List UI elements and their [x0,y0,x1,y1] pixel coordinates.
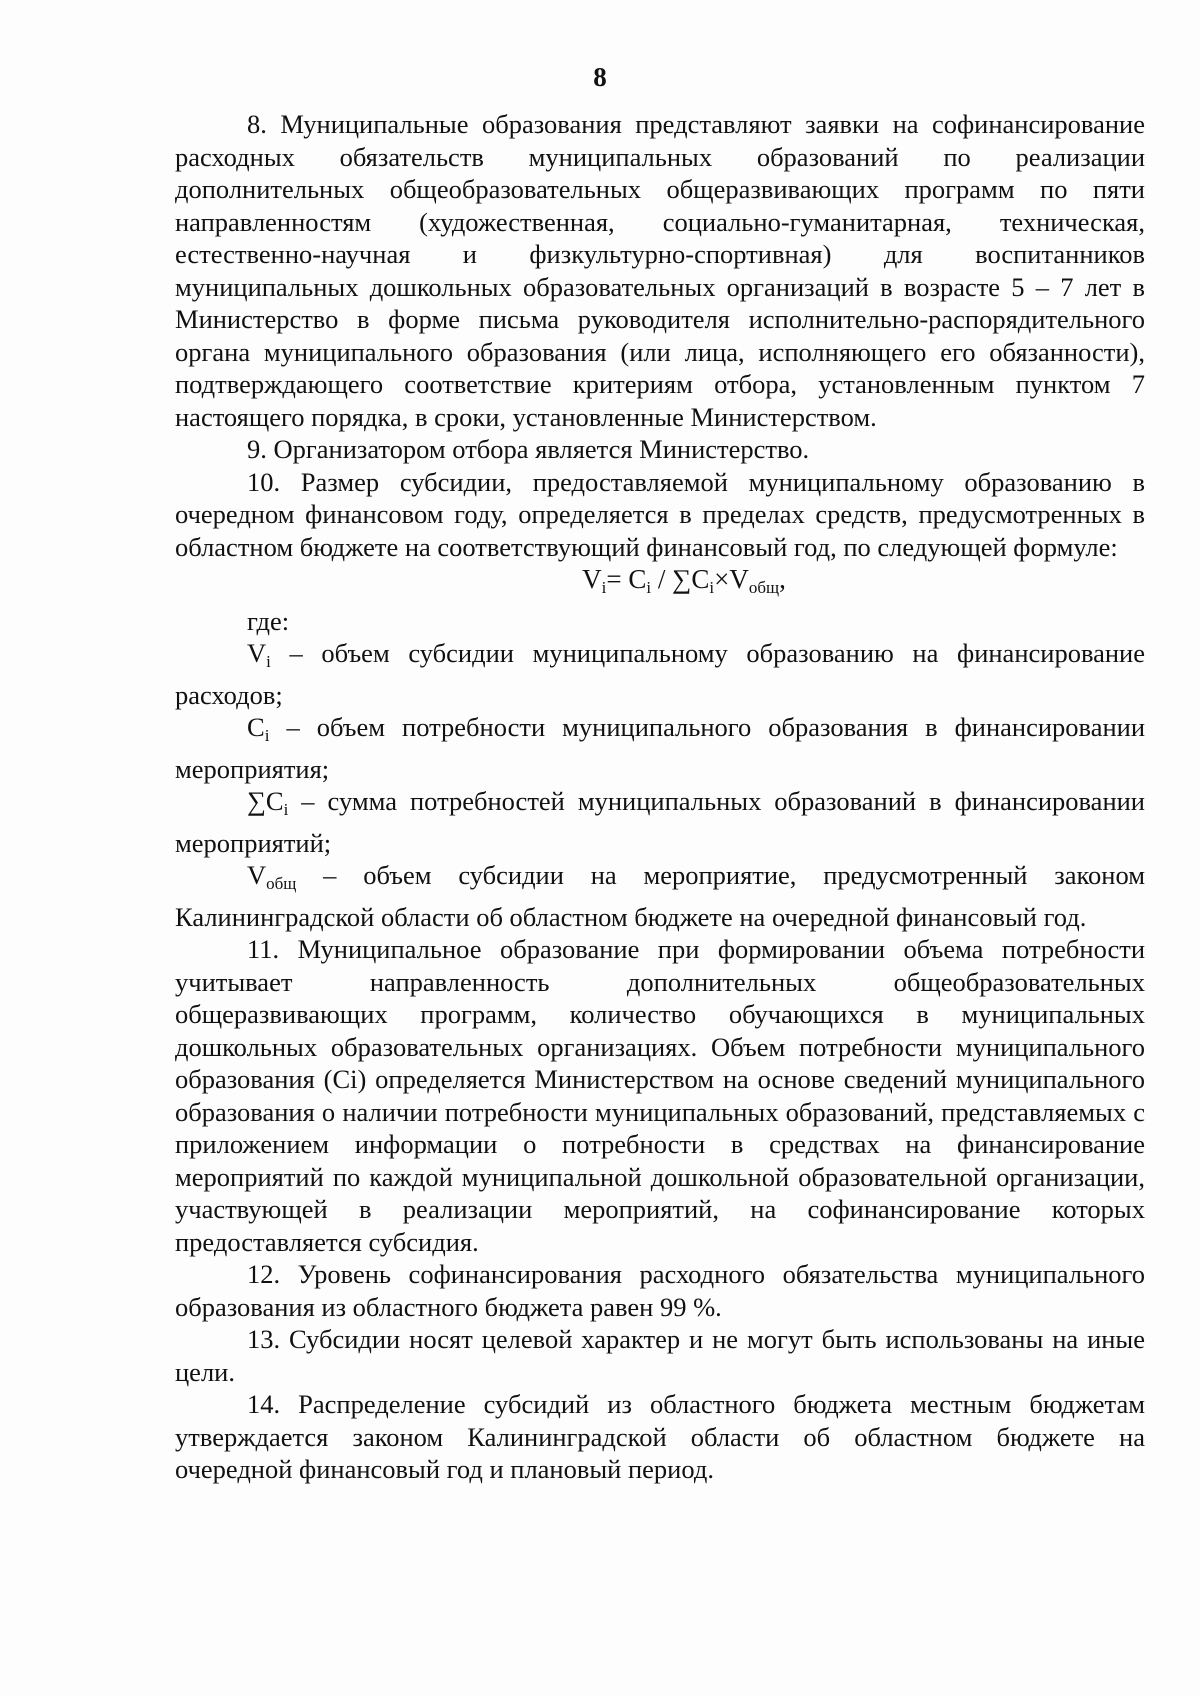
definition-vobsh [175,859,1145,933]
def-ci-sub: i [264,726,270,745]
def-vobsh-symbol: V [247,860,267,890]
def-vobsh-text: – объем субсидии на мероприятие, предусмотренный законом Калининградской области об областном бюджете на очередной финансовый год. [175,860,1145,932]
subsidy-formula [175,563,1145,605]
document-body [175,108,1145,1486]
paragraph-9: 9. Организатором отбора является Министерство. [247,434,810,464]
formula-eq: = C [606,564,647,594]
definition-vi [175,637,1145,711]
where-label: где: [247,605,290,636]
paragraph-11: 11. Муниципальное образование при формировании объема потребности учитывает направленность дополнительных общеобразовательных общеразвивающих программ, количество обучающихся в муниципальных дошкольных образовательных организациях. Объем потребности муниципального образования (Ci) определяется Министерством на основе сведений муниципального образования о наличии потребности муниципальных образований, представляемых с приложением информации о потребности в средствах на финансирование мероприятий по каждой муниципальной дошкольной образовательной организации, участвующей в реализации мероприятий, на софинансирование которых предоставляется субсидия. [175,934,1145,1257]
paragraph-14: 14. Распределение субсидий из областного бюджета местным бюджетам утверждается законом Калининградской области об областном бюджете на очередной финансовый год и плановый период. [175,1389,1145,1484]
formula-vobsh-sub: общ [748,578,780,597]
formula-c-sub: i [646,578,652,597]
paragraph-13: 13. Субсидии носят целевой характер и не могут быть использованы на иные цели. [175,1324,1145,1387]
formula-tail: , [779,564,786,594]
definition-sum-ci [175,785,1145,859]
def-sumci-symbol: ∑C [247,786,284,816]
page-number: 8 [593,62,607,92]
def-ci-text: – объем потребности муниципального образования в финансировании мероприятия; [175,712,1145,784]
paragraph-8: 8. Муниципальные образования представляют заявки на софинансирование расходных обязательств муниципальных образований по реализации дополнительных общеобразовательных общеразвивающих программ по пяти направленностям (художественная, социально-гуманитарная, техническая, естественно-научная и физкультурно-спортивная) для воспитанников муниципальных дошкольных образовательных организаций в возрасте 5 – 7 лет в Министерство в форме письма руководителя исполнительно-распорядительного органа муниципального образования (или лица, исполняющего его обязанности), подтверждающего соответствие критериям отбора, установленным пунктом 7 настоящего порядка, в сроки, установленные Министерством. [175,109,1145,432]
formula-v: V [582,564,602,594]
def-vobsh-sub: общ [266,874,297,893]
def-ci-symbol: C [247,712,265,742]
paragraph-12: 12. Уровень софинансирования расходного обязательства муниципального образования из областного бюджета равен 99 %. [175,1259,1145,1322]
formula-c2-sub: i [709,578,715,597]
formula-v-sub: i [601,578,607,597]
def-vi-text: – объем субсидии муниципальному образованию на финансирование расходов; [175,638,1145,710]
def-vi-symbol: V [247,638,267,668]
formula-times: ×V [714,564,749,594]
formula-mid: / ∑C [651,564,710,594]
def-vi-sub: i [266,652,271,671]
def-sumci-text: – сумма потребностей муниципальных образований в финансировании мероприятий; [175,786,1145,858]
paragraph-10: 10. Размер субсидии, предоставляемой муниципальному образованию в очередном финансовом году, определяется в пределах средств, предусмотренных в областном бюджете на соответствующий финансовый год, по следующей формуле: [175,466,1145,562]
definition-ci [175,711,1145,785]
def-sumci-sub: i [283,800,289,819]
